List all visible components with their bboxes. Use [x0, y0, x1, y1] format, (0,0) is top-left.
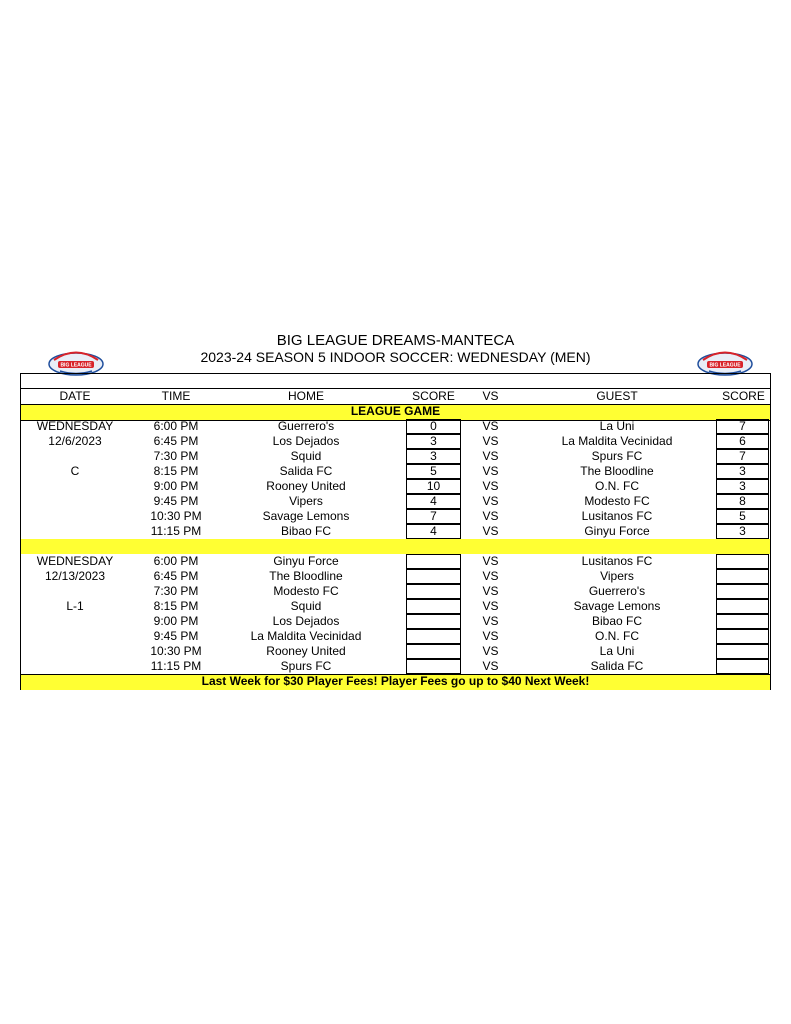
guest-score-box [716, 554, 769, 569]
guest-team: Ginyu Force [584, 524, 650, 538]
guest-team: Vipers [600, 569, 634, 583]
schedule-table [20, 373, 771, 690]
guest-team: La Uni [599, 419, 635, 433]
guest-score-box: 7 [716, 419, 769, 434]
home-team: Los Dejados [272, 434, 340, 448]
week-date: 12/6/2023 [48, 434, 102, 448]
footer-notice: Last Week for $30 Player Fees! Player Fees go up to $40 Next Week! [201, 674, 590, 688]
column-time: TIME [161, 389, 191, 403]
table-row [21, 584, 770, 599]
home-team: Salida FC [279, 464, 333, 478]
home-team: Modesto FC [273, 584, 339, 598]
home-score-box [406, 644, 461, 659]
footer-notice-bar [21, 674, 770, 690]
column-home: HOME [288, 389, 324, 403]
guest-score-box: 8 [716, 494, 769, 509]
guest-score-box: 6 [716, 434, 769, 449]
home-score-box [406, 614, 461, 629]
column-guest: GUEST [596, 389, 638, 403]
game-time: 7:30 PM [153, 584, 199, 598]
guest-team: Lusitanos FC [581, 554, 653, 568]
table-row [21, 509, 770, 524]
week-day: WEDNESDAY [36, 419, 114, 433]
table-row [21, 494, 770, 509]
table-row [21, 464, 770, 479]
table-row [21, 614, 770, 629]
guest-score-box [716, 569, 769, 584]
home-team: Squid [290, 599, 322, 613]
league-game-label: LEAGUE GAME [350, 404, 441, 418]
home-score-box: 7 [406, 509, 461, 524]
svg-text:BIG LEAGUE: BIG LEAGUE [709, 362, 741, 369]
home-score-box [406, 599, 461, 614]
home-score-box: 4 [406, 494, 461, 509]
week-code: C [70, 464, 80, 478]
guest-score-box: 3 [716, 464, 769, 479]
svg-text:BIG LEAGUE: BIG LEAGUE [60, 362, 92, 369]
table-row [21, 419, 770, 434]
vs-label: VS [482, 494, 499, 508]
home-team: Rooney United [266, 644, 346, 658]
guest-score-box: 3 [716, 479, 769, 494]
guest-team: O.N. FC [595, 479, 639, 493]
vs-label: VS [482, 524, 499, 538]
vs-label: VS [482, 434, 499, 448]
home-score-box [406, 629, 461, 644]
game-time: 10:30 PM [150, 509, 202, 523]
home-team: Los Dejados [272, 614, 340, 628]
home-team: Bibao FC [280, 524, 332, 538]
table-row [21, 644, 770, 659]
vs-label: VS [482, 614, 499, 628]
guest-team: Spurs FC [591, 449, 643, 463]
guest-score-box: 3 [716, 524, 769, 539]
guest-score-box [716, 629, 769, 644]
guest-team: La Uni [599, 644, 635, 658]
game-time: 6:45 PM [153, 569, 199, 583]
vs-label: VS [482, 599, 499, 613]
home-score-box: 3 [406, 434, 461, 449]
guest-score-box: 5 [716, 509, 769, 524]
home-team: Savage Lemons [262, 509, 350, 523]
game-time: 9:00 PM [153, 614, 199, 628]
home-score-box: 10 [406, 479, 461, 494]
guest-score-box [716, 599, 769, 614]
vs-label: VS [482, 629, 499, 643]
game-time: 9:45 PM [153, 494, 199, 508]
column-guest-score: SCORE [722, 389, 765, 403]
game-time: 8:15 PM [153, 464, 199, 478]
column-header-row [21, 389, 770, 404]
home-score-box [406, 569, 461, 584]
game-time: 11:15 PM [150, 659, 202, 673]
column-vs: VS [482, 389, 499, 403]
game-time: 10:30 PM [150, 644, 202, 658]
guest-score-box [716, 644, 769, 659]
vs-label: VS [482, 584, 499, 598]
home-score-box [406, 584, 461, 599]
home-team: La Maldita Vecinidad [250, 629, 362, 643]
week-day: WEDNESDAY [36, 554, 114, 568]
game-time: 9:00 PM [153, 479, 199, 493]
vs-label: VS [482, 659, 499, 673]
home-team: The Bloodline [269, 569, 343, 583]
vs-label: VS [482, 449, 499, 463]
table-row [21, 479, 770, 494]
guest-team: O.N. FC [595, 629, 639, 643]
week-date: 12/13/2023 [44, 569, 106, 583]
home-team: Rooney United [266, 479, 346, 493]
home-team: Spurs FC [280, 659, 332, 673]
vs-label: VS [482, 569, 499, 583]
guest-team: Bibao FC [591, 614, 643, 628]
game-time: 6:00 PM [153, 554, 199, 568]
game-time: 11:15 PM [150, 524, 202, 538]
game-time: 6:45 PM [153, 434, 199, 448]
game-time: 6:00 PM [153, 419, 199, 433]
home-score-box: 3 [406, 449, 461, 464]
table-row [21, 524, 770, 539]
guest-score-box [716, 614, 769, 629]
table-row [21, 449, 770, 464]
home-team: Guerrero's [277, 419, 335, 433]
guest-team: The Bloodline [580, 464, 654, 478]
table-row [21, 434, 770, 449]
vs-label: VS [482, 419, 499, 433]
page-title: BIG LEAGUE DREAMS-MANTECA [276, 332, 515, 349]
table-row [21, 659, 770, 674]
home-score-box: 4 [406, 524, 461, 539]
column-date: DATE [59, 389, 91, 403]
guest-team: Lusitanos FC [581, 509, 653, 523]
guest-team: La Maldita Vecinidad [561, 434, 673, 448]
page-subtitle: 2023-24 SEASON 5 INDOOR SOCCER: WEDNESDAY (MEN) [200, 349, 591, 365]
guest-team: Savage Lemons [573, 599, 661, 613]
table-row [21, 554, 770, 569]
table-row [21, 569, 770, 584]
guest-team: Salida FC [590, 659, 644, 673]
home-team: Vipers [289, 494, 323, 508]
week-code: L-1 [66, 599, 84, 613]
game-time: 9:45 PM [153, 629, 199, 643]
table-row [21, 599, 770, 614]
home-score-box: 0 [406, 419, 461, 434]
vs-label: VS [482, 554, 499, 568]
vs-label: VS [482, 509, 499, 523]
guest-score-box [716, 659, 769, 674]
week-separator-bar [21, 539, 770, 554]
table-row [21, 629, 770, 644]
home-score-box [406, 659, 461, 674]
home-team: Ginyu Force [273, 554, 339, 568]
vs-label: VS [482, 479, 499, 493]
guest-team: Guerrero's [588, 584, 646, 598]
guest-score-box: 7 [716, 449, 769, 464]
home-score-box: 5 [406, 464, 461, 479]
guest-score-box [716, 584, 769, 599]
home-team: Squid [290, 449, 322, 463]
vs-label: VS [482, 644, 499, 658]
game-time: 8:15 PM [153, 599, 199, 613]
game-time: 7:30 PM [153, 449, 199, 463]
home-score-box [406, 554, 461, 569]
vs-label: VS [482, 464, 499, 478]
guest-team: Modesto FC [584, 494, 650, 508]
column-home-score: SCORE [412, 389, 455, 403]
